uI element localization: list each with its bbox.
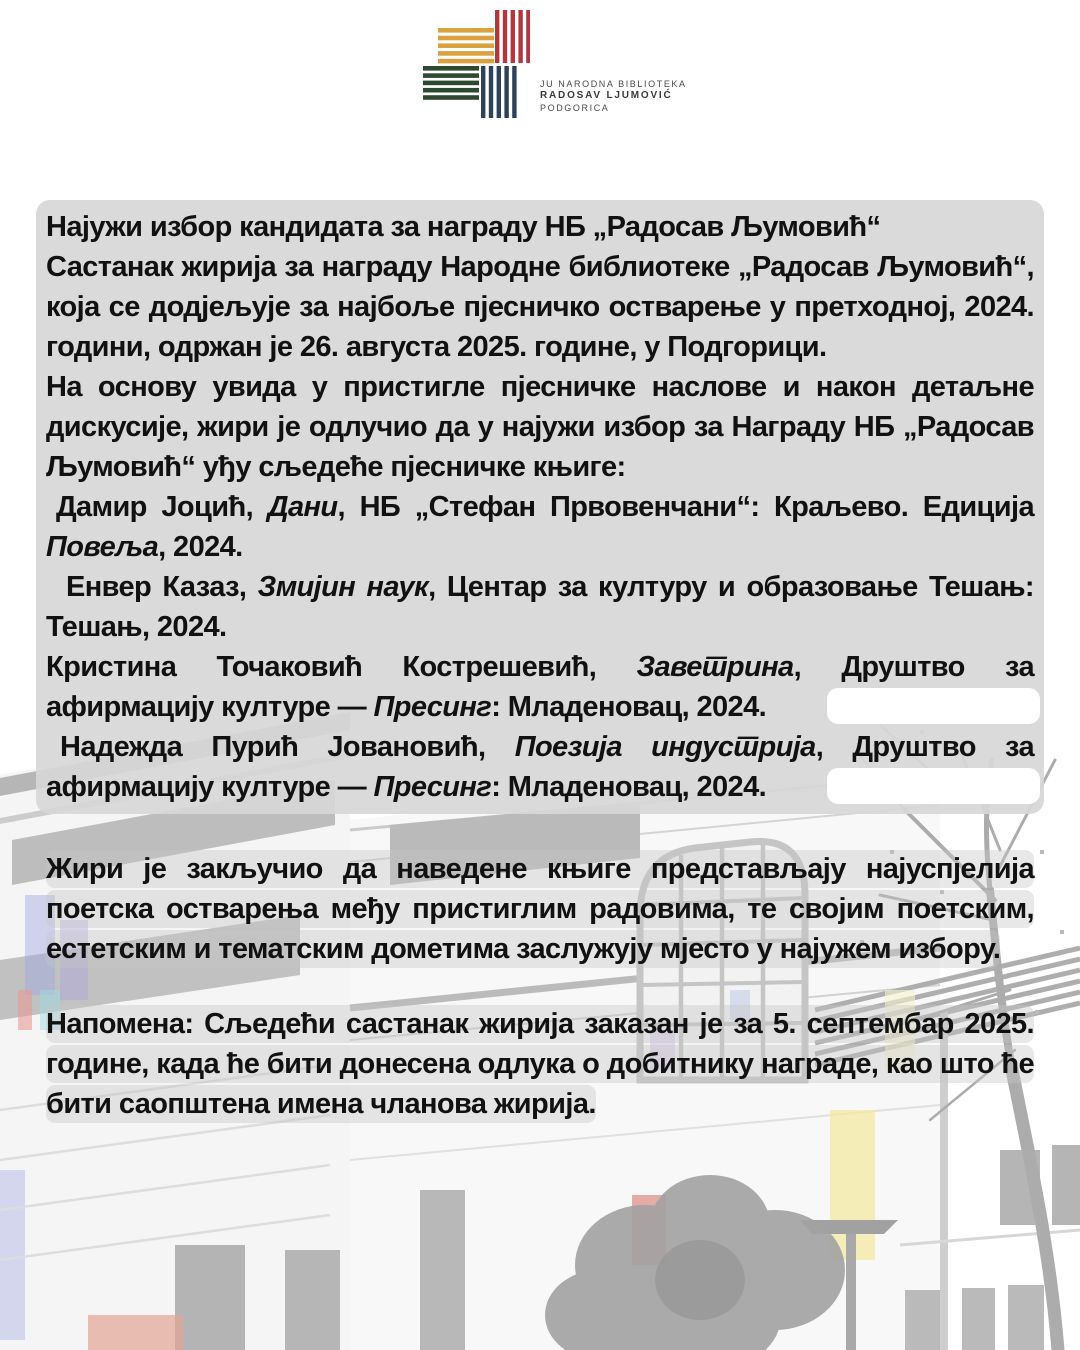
text-run: , 2024. (158, 531, 243, 563)
text-run: Напомена: Сљедећи састанак жирија заказан је за 5. септембар 2025. године, када ће бити донесена одлука о добитнику награде, као што ће бити саопштена имена чланова жирија. (46, 1005, 1034, 1123)
logo-org-city: PODGORICA (540, 102, 610, 113)
text-run: Кристина Точаковић Кострешевић, (46, 651, 637, 683)
italic-text-run: Повеља (46, 531, 159, 563)
jury-conclusion (36, 849, 1044, 969)
library-logo (418, 8, 687, 122)
text-run: : Младеновац, 2024. (491, 691, 767, 723)
highlight-end-filler (827, 688, 1040, 724)
headline (46, 207, 1034, 247)
text-run: , Центар за културу и образовање Тешањ: Тешањ, 2024. (46, 571, 1034, 643)
text-run: , Друштво за афирмацију културе — (46, 651, 1034, 723)
italic-text-run: Пресинг (373, 691, 492, 723)
shortlist-lead (46, 367, 1034, 487)
logo-org-type: JU NARODNA BIBLIOTEKA (540, 79, 687, 89)
highlighted-text-block (36, 200, 1044, 814)
text-run: Надежда Пурић Јовановић, (60, 731, 515, 763)
text-run: Жири је закључио да наведене књиге представљају најуспјелија поетска остварења међу пристиглим радовима, те својим поетским, естетским и тематским дометима заслужују мјесто у најужем избору. (46, 850, 1034, 968)
text-run: Дамир Јоцић, (56, 491, 268, 523)
italic-text-run: Дани (267, 491, 338, 523)
book-entry-2 (46, 567, 1034, 647)
text-run: , НБ „Стефан Првовенчани“: Краљево. Едиција (337, 491, 1034, 523)
italic-text-run: Пресинг (373, 771, 492, 803)
italic-text-run: Змијин наук (257, 571, 429, 603)
text-run: , Друштво за афирмацију културе — (46, 731, 1034, 803)
article (36, 200, 1044, 1124)
logo-org-name: RADOSAV LJUMOVIĆ (540, 90, 673, 102)
note-paragraph (36, 1004, 1044, 1124)
logo-stripes-icon (418, 8, 530, 122)
text-run: Састанак жирија за награду Народне библиотеке „Радосав Љумовић“, која се додјељује за најбоље пјесничко остварење у претходној, 2024. години, одржан је 26. августа 2025. године, у Подгорици. (46, 251, 1034, 363)
book-entry-1 (46, 487, 1034, 567)
text-run: На основу увида у пристигле пјесничке наслове и након детаљне дискусије, жири је одлучио да у најужи избор за Награду НБ „Радосав Љумовић“ уђу сљедеће пјесничке књиге: (46, 371, 1034, 483)
italic-text-run: Поезија индустрија (514, 731, 816, 763)
book-entry-3 (46, 647, 1034, 727)
italic-text-run: Заветрина (636, 651, 794, 683)
book-entry-4 (46, 727, 1034, 807)
highlight-end-filler (827, 768, 1040, 804)
intro-paragraph (46, 247, 1034, 367)
text-run: Најужи избор кандидата за награду НБ „Радосав Љумовић“ (46, 211, 881, 243)
text-run: Енвер Казаз, (66, 571, 258, 603)
text-run: : Младеновац, 2024. (491, 771, 767, 803)
logo-wordmark (540, 79, 687, 114)
